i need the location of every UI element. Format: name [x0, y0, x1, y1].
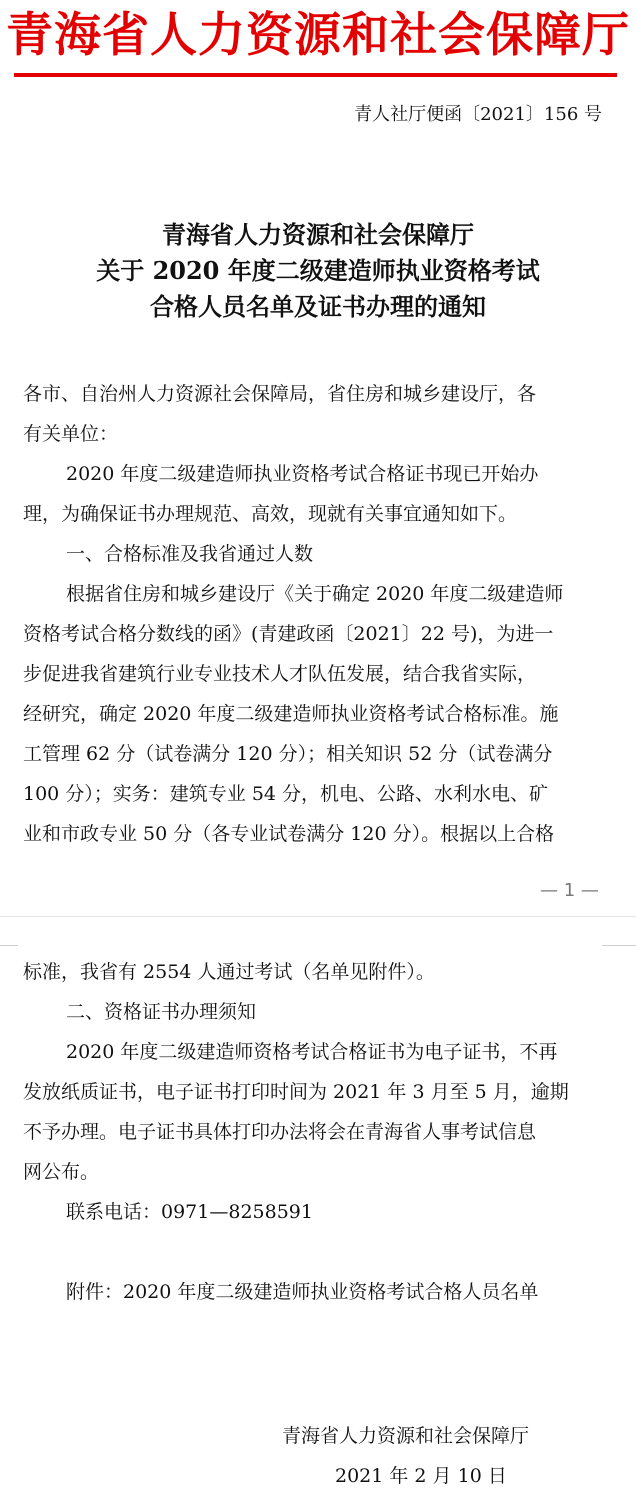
body-line: 业和市政专业 50 分（各专业试卷满分 120 分）。根据以上合格 [23, 823, 555, 845]
body-line: 各市、自治州人力资源社会保障局，省住房和城乡建设厅，各 [23, 383, 537, 405]
body-line: 步促进我省建筑行业专业技术人才队伍发展，结合我省实际， [23, 663, 537, 685]
body-line: 经研究，确定 2020 年度二级建造师执业资格考试合格标准。施 [23, 703, 559, 725]
notice-title-line-2: 关于 2020 年度二级建造师执业资格考试 [96, 256, 540, 285]
body-line: 2020 年度二级建造师执业资格考试合格证书现已开始办 [66, 463, 539, 485]
signature-date: 2021 年 2 月 10 日 [335, 1465, 507, 1487]
signature-organization: 青海省人力资源和社会保障厅 [282, 1425, 530, 1447]
attachment-note: 附件：2020 年度二级建造师执业资格考试合格人员名单 [66, 1281, 539, 1303]
letterhead-title: 青海省人力资源和社会保障厅 [6, 8, 630, 63]
contact-phone: 联系电话：0971—8258591 [66, 1201, 313, 1223]
section-heading-2: 二、资格证书办理须知 [66, 1001, 257, 1023]
body-line: 标准，我省有 2554 人通过考试（名单见附件）。 [23, 961, 435, 983]
body-line: 根据省住房和城乡建设厅《关于确定 2020 年度二级建造师 [66, 583, 564, 605]
body-line: 有关单位： [23, 423, 119, 445]
body-line: 资格考试合格分数线的函》(青建政函〔2021〕22 号)，为进一 [23, 623, 554, 645]
body-line: 网公布。 [23, 1161, 100, 1183]
page-top-rule-left [0, 945, 18, 946]
page-number: — 1 — [540, 880, 599, 901]
page-separator [0, 916, 636, 917]
body-line: 理，为确保证书办理规范、高效，现就有关事宜通知如下。 [23, 503, 518, 525]
body-line: 不予办理。电子证书具体打印办法将会在青海省人事考试信息 [23, 1121, 537, 1143]
body-line: 2020 年度二级建造师资格考试合格证书为电子证书，不再 [66, 1041, 558, 1063]
body-line: 100 分）；实务：建筑专业 54 分，机电、公路、水利水电、矿 [23, 783, 549, 805]
letterhead-red-rule [14, 73, 617, 77]
body-line: 发放纸质证书，电子证书打印时间为 2021 年 3 月至 5 月，逾期 [23, 1081, 569, 1103]
page-top-rule-right [602, 945, 636, 946]
section-heading-1: 一、合格标准及我省通过人数 [66, 543, 314, 565]
notice-title-line-3: 合格人员名单及证书办理的通知 [150, 292, 486, 321]
notice-title-line-1: 青海省人力资源和社会保障厅 [162, 220, 474, 249]
body-line: 工管理 62 分（试卷满分 120 分）；相关知识 52 分（试卷满分 [23, 743, 553, 765]
document-number: 青人社厅便函〔2021〕156 号 [354, 104, 602, 125]
